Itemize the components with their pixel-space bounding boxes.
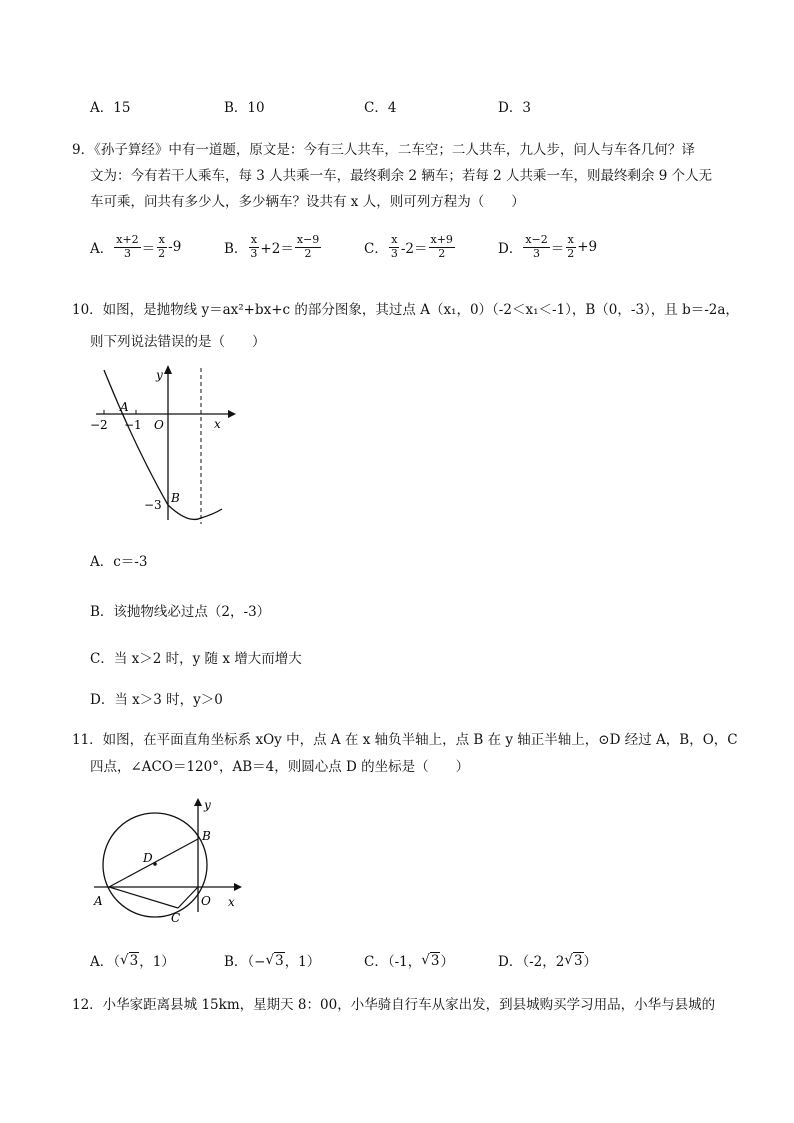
q11-option-d: D．（-2，2 √ 3 ） (498, 952, 598, 970)
q10-option-c: C．当 x＞2 时，y 随 x 增大而增大 (90, 651, 302, 667)
q10-label-y: y (156, 368, 163, 382)
q9-stem-line-3: 车可乘，问共有多少人，多少辆车？设共有 x 人，则可列方程为（ ） (90, 194, 525, 210)
q11-label-a: A (94, 894, 103, 908)
q8-option-b: B．10 (224, 100, 265, 116)
q12-stem-line-1: 12．小华家距离县城 15km，星期天 8：00，小华骑自行车从家出发，到县城购买学习用品，小华与县城的 (72, 997, 716, 1013)
q11-x-arrow (234, 883, 242, 891)
q10-parabola-figure (88, 362, 238, 528)
q9-option-c: C． $\frac{x}{3}$ -2＝ $\frac{x+9}{2}$ (364, 233, 453, 260)
q10-option-d: D．当 x＞3 时，y＞0 (90, 692, 223, 708)
q11-circle-figure (88, 794, 248, 930)
q8-option-a: A．15 (90, 100, 131, 116)
q9-option-d: D． $\frac{x-2}{3}$ ＝ $\frac{x}{2}$ +9 (498, 233, 598, 260)
q10-x-arrow (228, 410, 236, 418)
q10-label-o: O (154, 418, 164, 432)
q11-label-d: D (143, 851, 153, 865)
q10-option-a: A．c＝-3 (90, 554, 148, 570)
q10-parabola-curve (104, 370, 222, 519)
q11-option-c: C．（-1， √ 3 ） (364, 952, 454, 970)
q10-y-arrow (164, 365, 172, 374)
q11-label-c: C (171, 911, 181, 925)
q10-label-neg1: −1 (124, 418, 142, 432)
q9-stem-line-2: 文为：今有若干人乘车，每 3 人共乘一车，最终剩余 2 辆车；若每 2 人共乘一车，则最终剩余 9 个人无 (90, 168, 713, 184)
q11-label-x: x (228, 895, 235, 909)
q11-segment-ab (109, 839, 198, 887)
q11-label-b: B (202, 829, 211, 843)
q9-option-a: A． $\frac{x+2}{3}$ ＝ $\frac{x}{2}$ -9 (90, 233, 182, 260)
q10-stem-line-1: 10．如图，是抛物线 y＝ax²+bx+c 的部分图象，其过点 A（x₁，0）（-2＜x₁＜-1），B（0，-3），且 b＝-2a， (72, 302, 739, 318)
q10-label-x: x (214, 417, 221, 431)
q11-label-y: y (204, 798, 211, 812)
q9-option-b: B． $\frac{x}{3}$ +2＝ $\frac{x-9}{2}$ (224, 233, 320, 260)
q11-stem-line-1: 11．如图，在平面直角坐标系 xOy 中，点 A 在 x 轴负半轴上，点 B 在 y 轴正半轴上，⊙D 经过 A，B，O，C (72, 732, 738, 748)
q10-label-neg2: −2 (90, 418, 108, 432)
q9-stem-line-1: 9．《孙子算经》中有一道题，原文是：今有三人共车，二车空；二人共车，九人步，问人与车各几何？译 (72, 142, 695, 158)
q11-stem-line-2: 四点，∠ACO＝120°，AB＝4，则圆心点 D 的坐标是（ ） (90, 759, 470, 775)
q10-option-b: B．该抛物线必过点（2，-3） (90, 604, 271, 620)
q11-label-o: O (201, 894, 211, 908)
q11-option-b: B．（− √ 3 ，1） (224, 952, 321, 970)
q8-option-d: D．3 (498, 100, 531, 116)
q11-y-arrow (194, 798, 202, 806)
q8-option-c: C．4 (364, 100, 397, 116)
q11-option-a: A．（ √ 3 ，1） (90, 952, 175, 970)
q11-segment-ac (109, 887, 178, 908)
q10-label-neg3: −3 (144, 498, 162, 512)
q10-stem-line-2: 则下列说法错误的是（ ） (90, 334, 266, 350)
q10-label-a: A (120, 400, 129, 414)
q11-center-dot (153, 862, 157, 866)
q10-label-b: B (171, 491, 180, 505)
